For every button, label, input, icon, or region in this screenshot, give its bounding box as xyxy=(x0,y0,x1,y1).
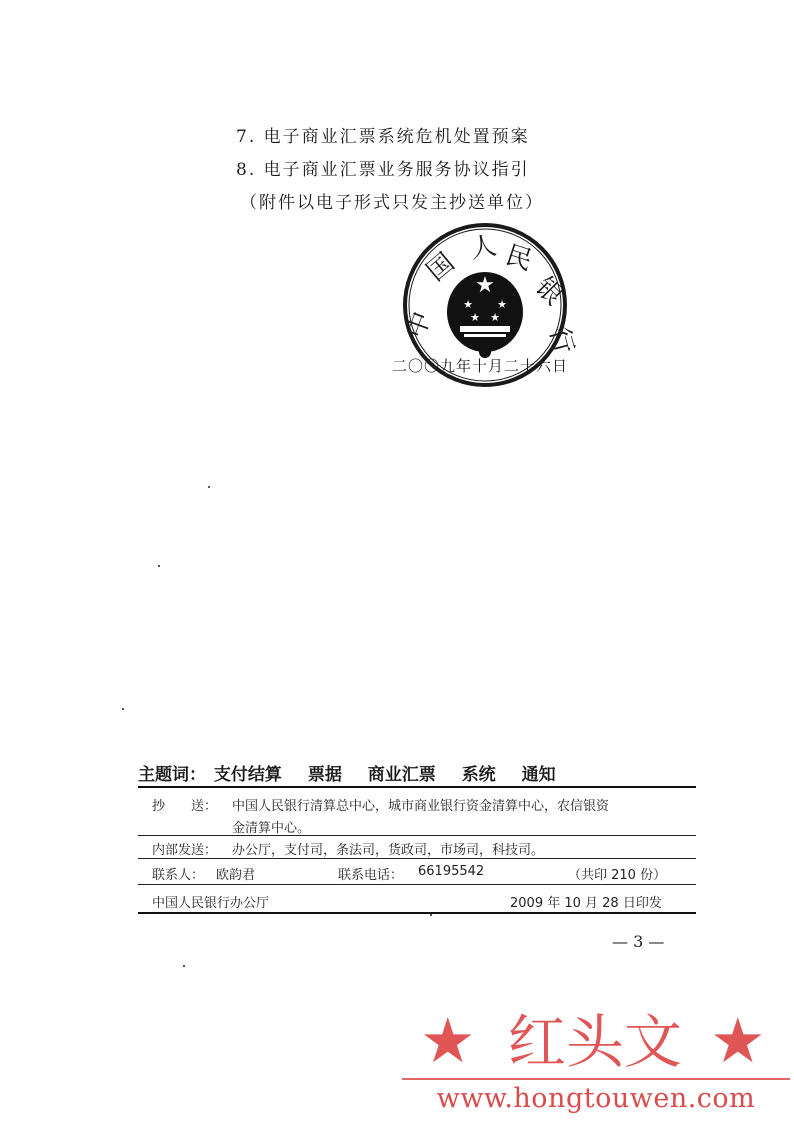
svg-text:人: 人 xyxy=(468,230,499,265)
svg-text:民: 民 xyxy=(501,240,536,277)
phone-label: 联系电话： xyxy=(338,868,404,883)
attachment-item-7: 7. 电子商业汇票系统危机处置预案 xyxy=(236,127,530,147)
contact-label: 联系人： xyxy=(152,868,205,883)
scan-speck xyxy=(122,708,124,710)
keywords-label: 主题词： xyxy=(138,765,206,785)
keyword: 支付结算 xyxy=(213,765,282,785)
watermark-url: www.hongtouwen.com xyxy=(436,1083,756,1114)
svg-text:行: 行 xyxy=(543,324,579,357)
svg-text:★: ★ xyxy=(470,311,480,324)
keyword: 票据 xyxy=(307,765,342,785)
svg-text:银: 银 xyxy=(529,271,569,312)
svg-text:中: 中 xyxy=(400,307,438,343)
svg-text:★: ★ xyxy=(463,298,473,311)
scan-speck xyxy=(208,486,210,488)
footer-rule xyxy=(138,858,696,859)
issue-date-text: 二〇〇九年十月二十六日 xyxy=(392,357,569,375)
attachment-note: （附件以电子形式只发主抄送单位） xyxy=(240,193,544,213)
scan-speck xyxy=(158,565,160,567)
cc-line-2: 金清算中心。 xyxy=(232,821,311,836)
phone-value: 66195542 xyxy=(418,864,485,879)
attachment-item-8: 8. 电子商业汇票业务服务协议指引 xyxy=(236,160,530,180)
national-emblem-icon xyxy=(447,272,523,358)
footer-rule-top xyxy=(138,786,696,788)
cc-label: 抄 送： xyxy=(152,799,218,814)
star-icon: ★ xyxy=(710,1004,766,1077)
watermark-banner xyxy=(420,1002,780,1077)
svg-text:红头文: 红头文 xyxy=(508,1008,683,1076)
watermark-rule xyxy=(402,1078,790,1080)
internal-value: 办公厅，支付司，条法司，货政司，市场司，科技司。 xyxy=(232,843,545,858)
keyword: 商业汇票 xyxy=(367,765,436,785)
star-icon: ★ xyxy=(420,1004,476,1077)
keyword: 系统 xyxy=(461,765,496,785)
page-number: — 3 — xyxy=(612,932,665,951)
keywords-line xyxy=(138,760,576,785)
copies-count: （共印 210 份） xyxy=(568,868,667,883)
footer-rule-bottom xyxy=(138,912,696,914)
internal-label: 内部发送： xyxy=(152,843,218,858)
svg-text:★: ★ xyxy=(490,311,500,324)
scan-speck xyxy=(183,965,185,967)
keyword: 通知 xyxy=(521,765,556,785)
contact-name: 欧韵君 xyxy=(216,868,256,883)
svg-text:国: 国 xyxy=(421,247,461,288)
footer-rule xyxy=(138,835,696,836)
svg-text:★: ★ xyxy=(497,298,507,311)
cc-line-1: 中国人民银行清算总中心，城市商业银行资金清算中心，农信银资 xyxy=(232,799,610,814)
issuer-office: 中国人民银行办公厅 xyxy=(152,896,270,911)
scan-speck xyxy=(430,914,432,916)
print-date: 2009 年 10 月 28 日印发 xyxy=(510,896,662,911)
svg-text:★: ★ xyxy=(475,273,495,298)
footer-rule xyxy=(138,884,696,885)
